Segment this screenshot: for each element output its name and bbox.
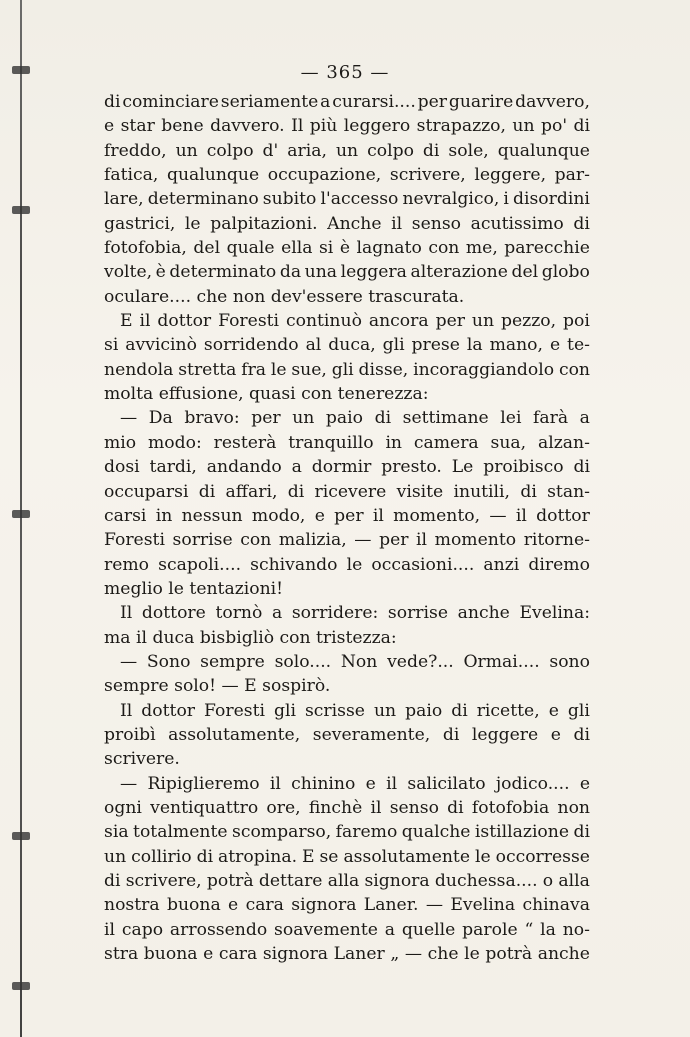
text-line: proibì assolutamente, severamente, di leggere e di [104, 724, 590, 745]
binding-stitch [12, 510, 30, 518]
text-line: remo scapoli.... schivando le occasioni.... anzi diremo [104, 554, 590, 575]
text-line: Foresti sorrise con malizia, — per il momento ritorne- [104, 530, 590, 551]
text-line: di cominciare seriamente a curarsi.... per guarire davvero, [104, 92, 590, 112]
text-line: lare, determinano subito l'accesso nevralgico, i disordini [104, 189, 590, 210]
text-line: meglio le tentazioni! [104, 578, 284, 599]
binding-stitch [12, 982, 30, 990]
text-line: molta effusione, quasi con tenerezza: [104, 384, 429, 405]
binding-stitch [12, 832, 30, 840]
text-line: oculare.... che non dev'essere trascurata. [104, 286, 465, 307]
text-line: nostra buona e cara signora Laner. — Evelina chinava [104, 895, 590, 916]
text-line: dosi tardi, andando a dormir presto. Le proibisco di [104, 457, 590, 478]
text-line: — Ripiglieremo il chinino e il salicilato jodico.... e [120, 773, 590, 794]
text-line: volte, è determinato da una leggera alterazione del globo [104, 262, 590, 283]
text-line: ma il duca bisbigliò con tristezza: [104, 627, 397, 648]
text-line: gastrici, le palpitazioni. Anche il senso acutissimo di [104, 213, 590, 234]
binding-edge [0, 0, 28, 1037]
text-line: sia totalmente scomparso, faremo qualche istillazione di [104, 822, 590, 843]
binding-stitch [12, 206, 30, 214]
text-line: un collirio di atropina. E se assolutamente le occorresse [104, 846, 590, 867]
text-line: sempre solo! — E sospirò. [104, 676, 331, 697]
text-line: occuparsi di affari, di ricevere visite inutili, di stan- [104, 481, 590, 502]
text-line: carsi in nessun modo, e per il momento, — il dottor [104, 505, 590, 526]
text-line: e star bene davvero. Il più leggero strapazzo, un po' di [104, 116, 590, 137]
text-line: stra buona e cara signora Laner „ — che le potrà anche [104, 944, 590, 965]
text-line: ogni ventiquattro ore, finchè il senso di fotofobia non [104, 797, 590, 818]
text-line: fotofobia, del quale ella si è lagnato con me, parecchie [104, 238, 590, 259]
binding-rule [20, 0, 22, 1037]
text-line: il capo arrossendo soavemente a quelle parole “ la no- [104, 919, 590, 940]
text-line: E il dottor Foresti continuò ancora per un pezzo, poi [120, 311, 590, 332]
text-line: — Da bravo: per un paio di settimane lei farà a [120, 408, 590, 429]
text-line: mio modo: resterà tranquillo in camera sua, alzan- [104, 432, 590, 453]
page-number: — 365 — [300, 62, 390, 83]
text-line: — Sono sempre solo.... Non vede?... Ormai.... sono [120, 651, 590, 672]
text-line: Il dottore tornò a sorridere: sorrise anche Evelina: [120, 603, 590, 624]
text-line: fatica, qualunque occupazione, scrivere, leggere, par- [104, 165, 590, 186]
text-line: di scrivere, potrà dettare alla signora duchessa.... o alla [104, 871, 590, 891]
text-line: freddo, un colpo d' aria, un colpo di sole, qualunque [104, 140, 590, 161]
text-line: scrivere. [104, 749, 180, 770]
body-text [104, 90, 590, 966]
text-line: Il dottor Foresti gli scrisse un paio di ricette, e gli [120, 700, 590, 721]
text-line: si avvicinò sorridendo al duca, gli prese la mano, e te- [104, 335, 590, 356]
text-line: nendola stretta fra le sue, gli disse, incoraggiandolo con [104, 359, 590, 380]
